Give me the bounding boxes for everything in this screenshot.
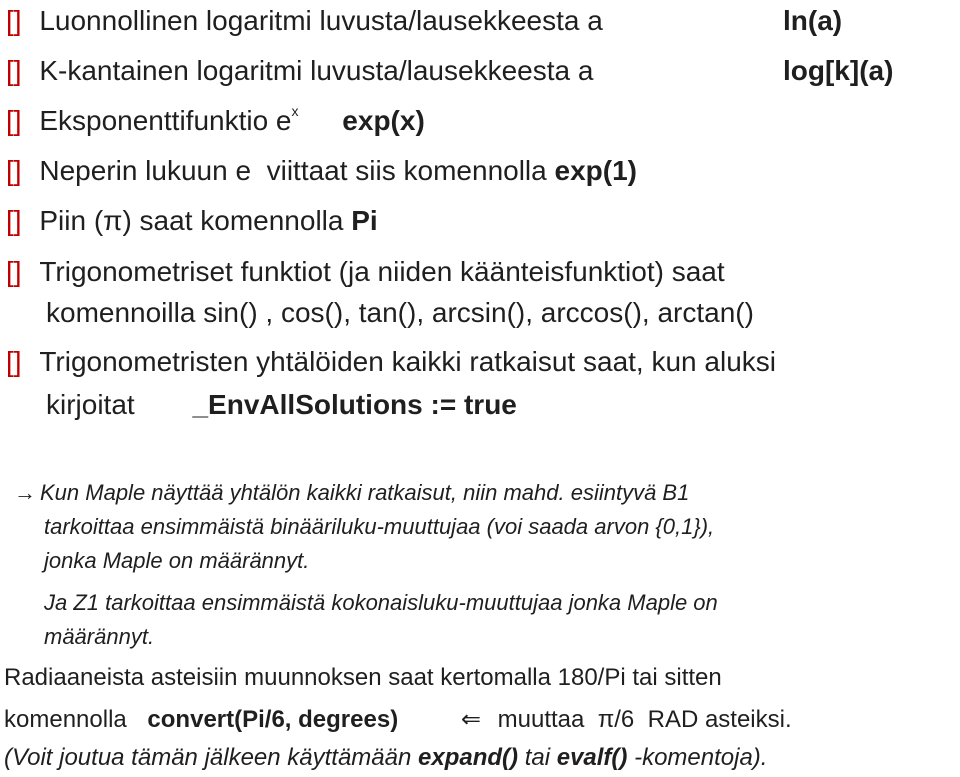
- bullet-icon: []: [6, 155, 22, 186]
- bullet-icon: []: [6, 55, 22, 86]
- item-text: Trigonometriset funktiot (ja niiden käänteisfunktiot) saat: [39, 256, 725, 287]
- rad-line-2: [4, 705, 792, 735]
- rad-prefix: komennolla: [4, 706, 127, 733]
- item-text: Trigonometristen yhtälöiden kaikki ratkaisut saat, kun aluksi: [39, 346, 776, 377]
- item-log: [6, 54, 593, 88]
- rad-line-1: Radiaaneista asteisiin muunnoksen saat kertomalla 180/Pi tai sitten: [4, 664, 722, 691]
- note-line-4: Ja Z1 tarkoittaa ensimmäistä kokonaisluku-muuttujaa jonka Maple on: [44, 590, 718, 615]
- rad-text: tai: [518, 744, 557, 771]
- item-cmd: ln(a): [783, 5, 843, 36]
- item-cmd: Pi: [351, 205, 378, 236]
- item-text-cont: [46, 388, 517, 422]
- rad-line-3: [4, 743, 767, 773]
- rad-cmd-expand: expand(): [418, 744, 519, 771]
- item-cmd: exp(1): [554, 155, 637, 186]
- note-line-2: tarkoittaa ensimmäistä binääriluku-muuttujaa (voi saada arvon {0,1}),: [44, 514, 715, 539]
- bullet-icon: []: [6, 256, 22, 287]
- note-line-1: [14, 479, 689, 507]
- item-pi: [6, 204, 378, 238]
- bullet-icon: []: [6, 105, 22, 136]
- item-text: Piin (π) saat komennolla: [39, 205, 352, 236]
- rad-cmd: convert(Pi/6, degrees): [147, 706, 399, 733]
- left-arrow-icon: ⇐: [460, 706, 481, 733]
- rad-cmd-evalf: evalf(): [556, 744, 628, 771]
- bullet-icon: []: [6, 5, 22, 36]
- item-ln: [6, 4, 603, 38]
- right-arrow-icon: →: [14, 480, 36, 505]
- superscript: x: [291, 103, 299, 119]
- item-exp: [6, 104, 425, 138]
- item-cmd: _EnvAllSolutions := true: [192, 389, 517, 420]
- item-text: Neperin lukuun e viittaat siis komennolla: [39, 155, 555, 186]
- item-trig: [6, 255, 725, 289]
- item-text: Eksponenttifunktio e: [39, 105, 292, 136]
- note-line-5: määrännyt.: [44, 624, 155, 649]
- item-text: kirjoitat: [46, 389, 135, 420]
- bullet-icon: []: [6, 346, 22, 377]
- item-text-cont: komennoilla sin() , cos(), tan(), arcsin(), arccos(), arctan(): [46, 297, 754, 328]
- rad-text: (Voit joutua tämän jälkeen käyttämään: [4, 744, 419, 771]
- item-neper: [6, 154, 637, 188]
- rad-suffix: muuttaa π/6 RAD asteiksi.: [497, 706, 792, 733]
- bullet-icon: []: [6, 205, 22, 236]
- item-text: Luonnollinen logaritmi luvusta/lausekkeesta a: [39, 5, 603, 36]
- item-cmd: exp(x): [342, 105, 425, 136]
- note-line-3: jonka Maple on määrännyt.: [44, 548, 310, 573]
- rad-text: -komentoja).: [627, 744, 768, 771]
- item-text: K-kantainen logaritmi luvusta/lausekkeesta a: [39, 55, 594, 86]
- item-envall: [6, 345, 776, 379]
- item-cmd: log[k](a): [783, 55, 894, 86]
- note-text: Kun Maple näyttää yhtälön kaikki ratkaisut, niin mahd. esiintyvä B1: [40, 480, 690, 505]
